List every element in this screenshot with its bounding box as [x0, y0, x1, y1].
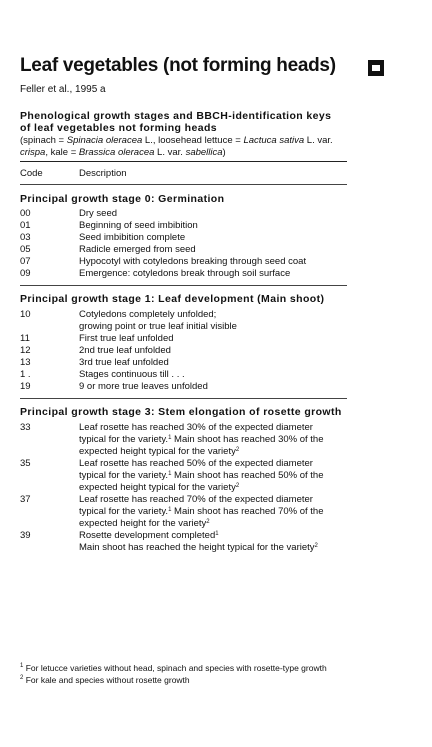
stage-1-rows	[20, 309, 350, 393]
desc-text: Main shoot has reached the height typical for the variety	[79, 542, 315, 553]
species-text: )	[222, 147, 226, 158]
column-header-code: Code	[20, 168, 43, 179]
table-row	[20, 244, 350, 256]
footnote-number: 2	[20, 675, 24, 681]
species-text: L. var.	[154, 147, 186, 158]
stage-description: Leaf rosette has reached 30% of the expected diameter	[79, 422, 313, 433]
stage-description	[79, 542, 350, 554]
table-row	[20, 422, 350, 434]
species-text: , kale =	[45, 147, 79, 158]
desc-text: expected height for the variety	[79, 518, 207, 529]
stage-0-rows	[20, 208, 350, 280]
species-latin: crispa	[20, 147, 46, 158]
footnote-ref: 1	[168, 507, 172, 513]
table-row	[20, 357, 350, 369]
stage-code: 37	[20, 494, 31, 505]
stage-description	[79, 446, 350, 458]
stage-description	[79, 470, 350, 482]
stage-3-rows	[20, 422, 350, 554]
stage-description: Stages continuous till . . .	[79, 369, 185, 380]
table-row	[20, 220, 350, 232]
stage-description	[79, 506, 350, 518]
desc-text: Main shoot has reached 30% of the	[171, 434, 324, 445]
table-row	[20, 542, 350, 554]
footnote-ref: 1	[168, 435, 172, 441]
desc-text: typical for the variety.	[79, 434, 169, 445]
stage-code: 03	[20, 232, 31, 243]
footnote-ref: 2	[235, 483, 240, 489]
table-row	[20, 458, 350, 470]
footnote-ref: 1	[215, 531, 219, 537]
table-row	[20, 446, 350, 458]
footnote-1	[20, 662, 400, 674]
source-citation: Feller et al., 1995 a	[20, 84, 106, 95]
species-text: L., loosehead lettuce =	[142, 135, 244, 146]
table-row	[20, 256, 350, 268]
stage-code: 07	[20, 256, 31, 267]
stage-divider	[20, 285, 347, 286]
desc-text: expected height typical for the variety	[79, 482, 236, 493]
caption-line-1: Phenological growth stages and BBCH-identification keys	[20, 110, 332, 122]
stage-code: 13	[20, 357, 31, 368]
table-row	[20, 434, 350, 446]
stage-3-title: Principal growth stage 3: Stem elongation of rosette growth	[20, 406, 342, 418]
stage-code: 10	[20, 309, 31, 320]
stage-code: 05	[20, 244, 31, 255]
desc-text: Rosette development completed	[79, 530, 216, 541]
stage-description: First true leaf unfolded	[79, 333, 174, 344]
stage-code: 01	[20, 220, 31, 231]
stage-code: 1 .	[20, 369, 31, 380]
footnote-2	[20, 674, 400, 686]
table-row	[20, 494, 350, 506]
stage-description: Radicle emerged from seed	[79, 244, 196, 255]
stage-divider	[20, 398, 347, 399]
table-row	[20, 518, 350, 530]
stage-0-title: Principal growth stage 0: Germination	[20, 193, 225, 205]
footnote-text: For kale and species without rosette growth	[23, 675, 190, 685]
stage-code: 11	[20, 333, 30, 344]
stage-description	[79, 482, 350, 494]
stage-description: growing point or true leaf initial visible	[79, 321, 237, 332]
table-row	[20, 208, 350, 220]
column-header-description: Description	[79, 168, 127, 179]
stage-description: Emergence: cotyledons break through soil surface	[79, 268, 291, 279]
species-latin: Spinacia oleracea	[66, 135, 143, 146]
stage-description: 2nd true leaf unfolded	[79, 345, 171, 356]
stage-description: Dry seed	[79, 208, 118, 219]
section-marker-icon	[368, 60, 384, 76]
page-title: Leaf vegetables (not forming heads)	[20, 55, 336, 76]
stage-description: Hypocotyl with cotyledons breaking through seed coat	[79, 256, 307, 267]
desc-text: typical for the variety.	[79, 506, 169, 517]
stage-description: Leaf rosette has reached 50% of the expected diameter	[79, 458, 313, 469]
caption-line-2: of leaf vegetables not forming heads	[20, 122, 218, 134]
footnote-ref: 1	[168, 471, 172, 477]
desc-text: Main shoot has reached 50% of the	[171, 470, 324, 481]
stage-description: 9 or more true leaves unfolded	[79, 381, 208, 392]
stage-description: Beginning of seed imbibition	[79, 220, 198, 231]
species-text: (spinach =	[20, 135, 67, 146]
stage-code: 35	[20, 458, 31, 469]
species-note	[20, 135, 380, 159]
table-row	[20, 268, 350, 280]
table-row	[20, 345, 350, 357]
desc-text: expected height typical for the variety	[79, 446, 236, 457]
footnote-ref: 2	[314, 543, 318, 549]
table-caption	[20, 110, 400, 134]
species-latin: Brassica oleracea	[78, 147, 155, 158]
stage-1-title: Principal growth stage 1: Leaf development (Main shoot)	[20, 293, 325, 305]
stage-description: Seed imbibition complete	[79, 232, 186, 243]
stage-code: 19	[20, 381, 31, 392]
stage-code: 33	[20, 422, 31, 433]
table-top-rule	[20, 161, 347, 162]
footnote-text: For letucce varieties without head, spinach and species with rosette-type growth	[23, 663, 327, 673]
table-row	[20, 369, 350, 381]
table-row	[20, 381, 350, 393]
stage-code: 00	[20, 208, 31, 219]
stage-description: Cotyledons completely unfolded;	[79, 309, 217, 320]
stage-description	[79, 530, 350, 542]
species-latin: sabellica	[185, 147, 223, 158]
header-rule	[20, 184, 347, 185]
desc-text: typical for the variety.	[79, 470, 169, 481]
footnote-number: 1	[20, 663, 24, 669]
table-row	[20, 321, 350, 333]
stage-description: 3rd true leaf unfolded	[79, 357, 169, 368]
stage-description: Leaf rosette has reached 70% of the expected diameter	[79, 494, 313, 505]
table-row	[20, 482, 350, 494]
table-row	[20, 470, 350, 482]
stage-description	[79, 518, 350, 530]
stage-code: 39	[20, 530, 31, 541]
table-row	[20, 232, 350, 244]
table-row	[20, 309, 350, 321]
species-latin: Lactuca sativa	[243, 135, 305, 146]
table-row	[20, 333, 350, 345]
table-row	[20, 530, 350, 542]
footnote-ref: 2	[206, 519, 210, 525]
footnotes	[20, 662, 400, 686]
stage-description	[79, 434, 350, 446]
footnote-ref: 2	[235, 447, 240, 453]
stage-code: 12	[20, 345, 31, 356]
table-row	[20, 506, 350, 518]
species-text: L. var.	[304, 135, 333, 146]
desc-text: Main shoot has reached 70% of the	[171, 506, 324, 517]
stage-code: 09	[20, 268, 31, 279]
